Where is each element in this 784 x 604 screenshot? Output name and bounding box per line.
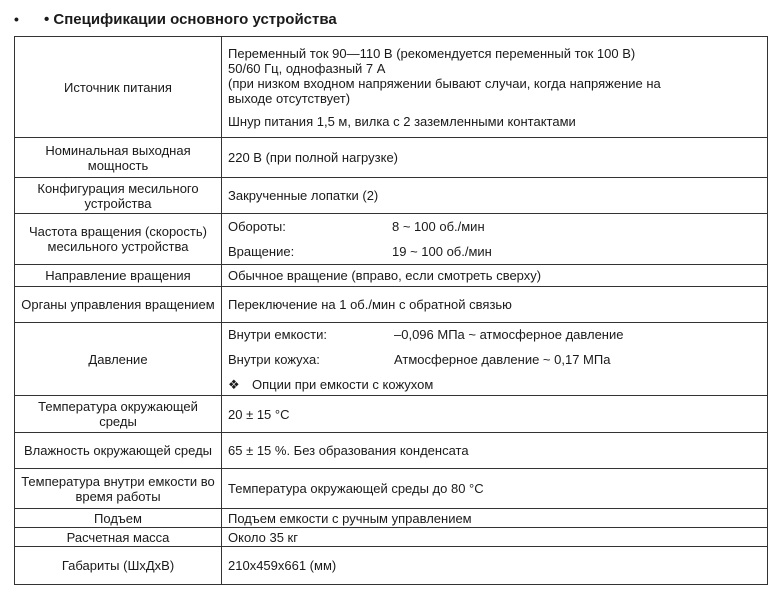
table-row-mixer-config [15,178,768,214]
value-pair [228,244,761,259]
row-label: Влажность окружающей среды [15,433,222,469]
table-row-ambient-temp [15,396,768,433]
heading-text: • Спецификации основного устройства [44,10,337,28]
pair-val: Атмосферное давление ~ 0,17 МПа [394,351,611,367]
value-line: Шнур питания 1,5 м, вилка с 2 заземленными контактами [228,113,576,129]
value-pair [228,219,761,234]
pair-val: –0,096 МПа ~ атмосферное давление [394,326,624,342]
value-pair [228,327,761,342]
row-label: Номинальная выходная мощность [15,138,222,178]
table-row-rotation-controls [15,287,768,323]
row-value: 65 ± 15 %. Без образования конденсата [222,433,768,469]
value-line: выходе отсутствует) [228,90,351,106]
row-label: Температура окружающей среды [15,396,222,433]
row-value: 20 ± 15 °C [222,396,768,433]
pair-key: Обороты: [228,219,286,234]
table-row-output [15,138,768,178]
table-row-humidity [15,433,768,469]
row-value [222,37,768,138]
row-value: 210x459x661 (мм) [222,547,768,585]
row-value: Около 35 кг [222,528,768,547]
row-label: Давление [15,323,222,396]
table-row-power [15,37,768,138]
table-row-weight [15,528,768,547]
row-label: Температура внутри емкости во время работы [15,469,222,509]
diamond-bullet-icon: ❖ [228,376,240,392]
row-value: Температура окружающей среды до 80 °C [222,469,768,509]
row-label: Габариты (ШхДхВ) [15,547,222,585]
pair-key: Вращение: [228,244,295,259]
row-value: 220 В (при полной нагрузке) [222,138,768,178]
value-pair [228,352,761,367]
pair-val: 8 ~ 100 об./мин [392,219,485,234]
bullet-marker: • [14,11,19,27]
table-row-container-temp [15,469,768,509]
table-row-dimensions [15,547,768,585]
table-row-pressure [15,323,768,396]
spec-table [14,36,768,585]
row-value: Закрученные лопатки (2) [222,178,768,214]
table-row-rotation-direction [15,265,768,287]
row-value: Подъем емкости с ручным управлением [222,509,768,528]
row-value [222,323,768,396]
row-value [222,214,768,265]
value-line: (при низком входном напряжении бывают случаи, когда напряжение на [228,75,661,91]
pair-key: Внутри кожуха: [228,351,320,367]
row-value: Обычное вращение (вправо, если смотреть сверху) [222,265,768,287]
row-label: Расчетная масса [15,528,222,547]
row-label: Подъем [15,509,222,528]
value-line: 50/60 Гц, однофазный 7 А [228,60,386,76]
table-row-lift [15,509,768,528]
row-label: Конфигурация месильного устройства [15,178,222,214]
section-heading [14,8,337,30]
row-label: Источник питания [15,37,222,138]
pair-key: Внутри емкости: [228,326,327,342]
pair-val: 19 ~ 100 об./мин [392,244,492,259]
row-value: Переключение на 1 об./мин с обратной связью [222,287,768,323]
note-text: Опции при емкости с кожухом [252,376,434,392]
row-label: Направление вращения [15,265,222,287]
pressure-note [228,377,761,392]
value-line: Переменный ток 90—110 В (рекомендуется переменный ток 100 В) [228,45,636,61]
table-row-rotation-speed [15,214,768,265]
row-label: Органы управления вращением [15,287,222,323]
row-label: Частота вращения (скорость) месильного устройства [15,214,222,265]
